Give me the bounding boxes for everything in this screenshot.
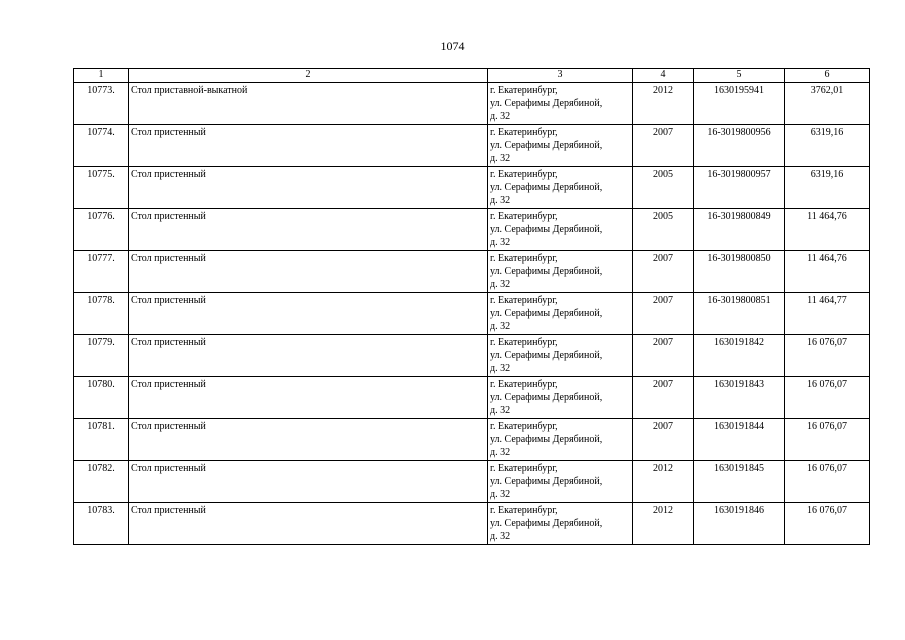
inventory-number: 16-3019800957 <box>694 167 785 209</box>
inventory-number: 1630195941 <box>694 83 785 125</box>
item-cost: 16 076,07 <box>785 377 870 419</box>
address-line: д. 32 <box>490 321 511 332</box>
row-number: 10777. <box>74 251 129 293</box>
item-name: Стол пристенный <box>129 251 488 293</box>
address-line: д. 32 <box>490 489 511 500</box>
address-line: ул. Серафимы Дерябиной, <box>490 224 603 235</box>
address-line: ул. Серафимы Дерябиной, <box>490 308 603 319</box>
item-name: Стол пристенный <box>129 503 488 545</box>
item-address <box>488 125 633 167</box>
item-address <box>488 293 633 335</box>
table-body <box>74 83 870 545</box>
inventory-number: 16-3019800849 <box>694 209 785 251</box>
item-year: 2005 <box>633 209 694 251</box>
item-address <box>488 503 633 545</box>
header-row <box>74 69 870 83</box>
table-row <box>74 293 870 335</box>
address-line: д. 32 <box>490 195 511 206</box>
header-col-3: 3 <box>488 69 633 83</box>
item-year: 2007 <box>633 251 694 293</box>
page-number: 1074 <box>440 39 465 53</box>
item-year: 2012 <box>633 461 694 503</box>
row-number: 10776. <box>74 209 129 251</box>
table-row <box>74 167 870 209</box>
item-address <box>488 377 633 419</box>
address-line: г. Екатеринбург, <box>490 169 558 180</box>
row-number: 10781. <box>74 419 129 461</box>
address-line: д. 32 <box>490 531 511 542</box>
address-line: г. Екатеринбург, <box>490 337 558 348</box>
item-name: Стол пристенный <box>129 125 488 167</box>
inventory-number: 16-3019800956 <box>694 125 785 167</box>
item-cost: 16 076,07 <box>785 461 870 503</box>
table-row <box>74 251 870 293</box>
row-number: 10773. <box>74 83 129 125</box>
address-line: д. 32 <box>490 363 511 374</box>
table-header <box>74 69 870 83</box>
item-year: 2007 <box>633 335 694 377</box>
address-line: ул. Серафимы Дерябиной, <box>490 434 603 445</box>
address-line: ул. Серафимы Дерябиной, <box>490 140 603 151</box>
item-name: Стол пристенный <box>129 293 488 335</box>
table-row <box>74 461 870 503</box>
address-line: г. Екатеринбург, <box>490 379 558 390</box>
address-line: д. 32 <box>490 153 511 164</box>
row-number: 10783. <box>74 503 129 545</box>
address-line: д. 32 <box>490 405 511 416</box>
address-line: г. Екатеринбург, <box>490 127 558 138</box>
row-number: 10782. <box>74 461 129 503</box>
item-name: Стол приставной-выкатной <box>129 83 488 125</box>
item-cost: 16 076,07 <box>785 503 870 545</box>
table-row <box>74 83 870 125</box>
item-address <box>488 83 633 125</box>
header-col-2: 2 <box>129 69 488 83</box>
item-cost: 6319,16 <box>785 167 870 209</box>
item-cost: 16 076,07 <box>785 419 870 461</box>
table-row <box>74 125 870 167</box>
address-line: г. Екатеринбург, <box>490 421 558 432</box>
item-address <box>488 335 633 377</box>
item-address <box>488 461 633 503</box>
item-address <box>488 167 633 209</box>
table-row <box>74 377 870 419</box>
property-table <box>73 68 870 545</box>
address-line: г. Екатеринбург, <box>490 295 558 306</box>
row-number: 10774. <box>74 125 129 167</box>
inventory-number: 16-3019800851 <box>694 293 785 335</box>
item-year: 2007 <box>633 293 694 335</box>
item-name: Стол пристенный <box>129 419 488 461</box>
item-name: Стол пристенный <box>129 377 488 419</box>
item-name: Стол пристенный <box>129 335 488 377</box>
header-col-5: 5 <box>694 69 785 83</box>
inventory-number: 1630191842 <box>694 335 785 377</box>
inventory-number: 1630191844 <box>694 419 785 461</box>
address-line: г. Екатеринбург, <box>490 211 558 222</box>
item-address <box>488 209 633 251</box>
address-line: д. 32 <box>490 279 511 290</box>
address-line: д. 32 <box>490 237 511 248</box>
item-cost: 16 076,07 <box>785 335 870 377</box>
item-cost: 6319,16 <box>785 125 870 167</box>
row-number: 10779. <box>74 335 129 377</box>
item-name: Стол пристенный <box>129 461 488 503</box>
address-line: г. Екатеринбург, <box>490 253 558 264</box>
address-line: г. Екатеринбург, <box>490 85 558 96</box>
item-year: 2012 <box>633 83 694 125</box>
item-cost: 11 464,76 <box>785 251 870 293</box>
item-name: Стол пристенный <box>129 209 488 251</box>
item-year: 2007 <box>633 377 694 419</box>
table-row <box>74 209 870 251</box>
address-line: ул. Серафимы Дерябиной, <box>490 98 603 109</box>
address-line: д. 32 <box>490 111 511 122</box>
table-row <box>74 503 870 545</box>
inventory-number: 1630191846 <box>694 503 785 545</box>
header-col-6: 6 <box>785 69 870 83</box>
item-cost: 11 464,77 <box>785 293 870 335</box>
address-line: ул. Серафимы Дерябиной, <box>490 476 603 487</box>
item-address <box>488 419 633 461</box>
item-cost: 11 464,76 <box>785 209 870 251</box>
address-line: ул. Серафимы Дерябиной, <box>490 266 603 277</box>
address-line: ул. Серафимы Дерябиной, <box>490 350 603 361</box>
row-number: 10780. <box>74 377 129 419</box>
item-year: 2012 <box>633 503 694 545</box>
table-row <box>74 419 870 461</box>
header-col-4: 4 <box>633 69 694 83</box>
address-line: ул. Серафимы Дерябиной, <box>490 182 603 193</box>
header-col-1: 1 <box>74 69 129 83</box>
inventory-number: 1630191843 <box>694 377 785 419</box>
row-number: 10775. <box>74 167 129 209</box>
item-address <box>488 251 633 293</box>
inventory-number: 1630191845 <box>694 461 785 503</box>
address-line: г. Екатеринбург, <box>490 505 558 516</box>
table-row <box>74 335 870 377</box>
item-year: 2007 <box>633 419 694 461</box>
address-line: ул. Серафимы Дерябиной, <box>490 392 603 403</box>
address-line: г. Екатеринбург, <box>490 463 558 474</box>
address-line: ул. Серафимы Дерябиной, <box>490 518 603 529</box>
row-number: 10778. <box>74 293 129 335</box>
inventory-number: 16-3019800850 <box>694 251 785 293</box>
item-cost: 3762,01 <box>785 83 870 125</box>
item-name: Стол пристенный <box>129 167 488 209</box>
item-year: 2005 <box>633 167 694 209</box>
item-year: 2007 <box>633 125 694 167</box>
address-line: д. 32 <box>490 447 511 458</box>
